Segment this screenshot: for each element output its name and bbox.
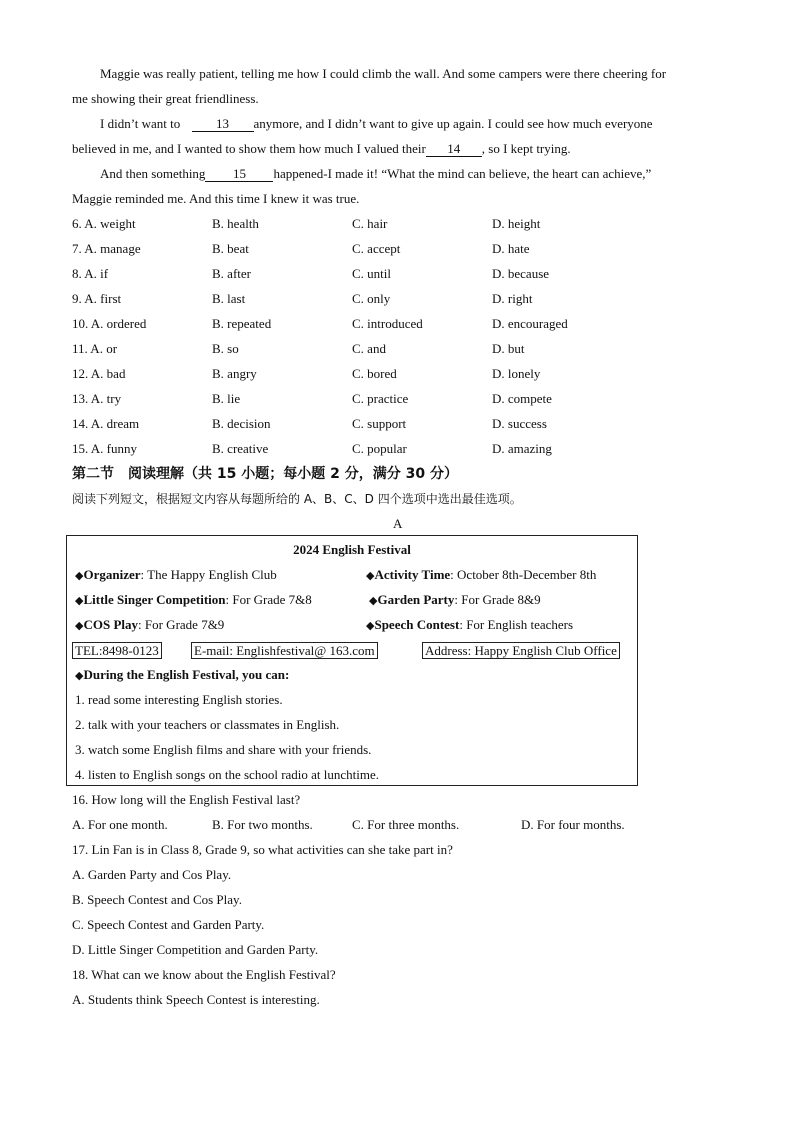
diamond-bullet-icon: ◆	[366, 569, 375, 582]
cloze-option-b: B. creative	[212, 441, 269, 456]
diamond-bullet-icon: ◆	[75, 594, 84, 607]
diamond-bullet-icon: ◆	[75, 569, 84, 582]
cloze-option-a: 9. A. first	[72, 291, 122, 306]
diamond-bullet-icon: ◆	[366, 619, 375, 632]
poster-cos	[75, 616, 224, 635]
garden-value: : For Grade 8&9	[454, 592, 541, 607]
cloze-option-b: B. lie	[212, 391, 241, 406]
cloze-option-a: 13. A. try	[72, 391, 122, 406]
cloze-option-d: D. compete	[492, 391, 552, 406]
cloze-option-c: C. and	[352, 341, 386, 356]
passage-line: Maggie was really patient, telling me how I could climb the wall. And some campers were there cheering for	[100, 66, 667, 81]
cloze-option-d: D. encouraged	[492, 316, 568, 331]
cos-label: COS Play	[83, 617, 139, 632]
q16-option-b: B. For two months.	[212, 817, 313, 832]
passage-text: , so I kept trying.	[481, 141, 571, 156]
diamond-bullet-icon: ◆	[369, 594, 378, 607]
passage-text: believed in me, and I wanted to show them how much I valued their	[72, 141, 426, 156]
cloze-option-a: 11. A. or	[72, 341, 118, 356]
contact-tel: TEL:8498-0123	[72, 642, 162, 659]
cloze-option-c: C. popular	[352, 441, 407, 456]
cloze-option-b: B. after	[212, 266, 251, 281]
singer-value: : For Grade 7&8	[225, 592, 312, 607]
cloze-option-b: B. beat	[212, 241, 249, 256]
blank-13: 13	[192, 116, 254, 132]
cloze-option-d: D. success	[492, 416, 547, 431]
q17-option-a: A. Garden Party and Cos Play.	[72, 867, 232, 882]
cloze-option-b: B. last	[212, 291, 246, 306]
passage-letter: A	[393, 516, 403, 531]
activity-item: 2. talk with your teachers or classmates in English.	[75, 717, 340, 732]
poster-speech	[366, 616, 573, 635]
cloze-option-a: 6. A. weight	[72, 216, 136, 231]
time-label: Activity Time	[374, 567, 451, 582]
cloze-option-c: C. hair	[352, 216, 388, 231]
cloze-option-d: D. height	[492, 216, 541, 231]
poster-garden	[369, 591, 541, 610]
q16-option-d: D. For four months.	[521, 817, 625, 832]
question-17: 17. Lin Fan is in Class 8, Grade 9, so what activities can she take part in?	[72, 842, 453, 857]
singer-label: Little Singer Competition	[83, 592, 226, 607]
cloze-option-c: C. only	[352, 291, 391, 306]
passage-line	[100, 165, 651, 183]
passage-text: And then something	[100, 166, 206, 181]
passage-text: anymore, and I didn’t want to give up again. I could see how much everyone	[253, 116, 653, 131]
cloze-option-b: B. health	[212, 216, 259, 231]
cloze-option-c: C. practice	[352, 391, 409, 406]
poster-singer	[75, 591, 312, 610]
activity-item: 4. listen to English songs on the school radio at lunchtime.	[75, 767, 380, 782]
cloze-option-d: D. hate	[492, 241, 530, 256]
passage-line: me showing their great friendliness.	[72, 91, 259, 106]
passage-text: I didn’t want to	[100, 116, 181, 131]
blank-15: 15	[205, 166, 273, 182]
speech-label: Speech Contest	[374, 617, 460, 632]
passage-line: Maggie reminded me. And this time I knew it was true.	[72, 191, 360, 206]
q17-option-b: B. Speech Contest and Cos Play.	[72, 892, 242, 907]
cloze-option-d: D. because	[492, 266, 550, 281]
garden-label: Garden Party	[377, 592, 455, 607]
cloze-option-a: 7. A. manage	[72, 241, 141, 256]
festival-poster	[66, 535, 638, 786]
cloze-option-c: C. accept	[352, 241, 401, 256]
during-heading-text: During the English Festival, you can:	[83, 667, 290, 682]
passage-text: happened-I made it! “What the mind can believe, the heart can achieve,”	[273, 166, 652, 181]
q16-option-a: A. For one month.	[72, 817, 168, 832]
cloze-option-d: D. lonely	[492, 366, 541, 381]
organizer-label: Organizer	[83, 567, 141, 582]
q16-option-c: C. For three months.	[352, 817, 460, 832]
cloze-option-c: C. introduced	[352, 316, 423, 331]
poster-time	[366, 566, 596, 585]
poster-organizer	[75, 566, 277, 585]
cloze-option-a: 8. A. if	[72, 266, 109, 281]
cloze-option-b: B. angry	[212, 366, 257, 381]
cloze-option-a: 10. A. ordered	[72, 316, 147, 331]
speech-value: : For English teachers	[459, 617, 574, 632]
diamond-bullet-icon: ◆	[75, 669, 84, 682]
time-value: : October 8th-December 8th	[450, 567, 597, 582]
cloze-option-a: 15. A. funny	[72, 441, 137, 456]
cloze-option-c: C. until	[352, 266, 392, 281]
contact-email: E-mail: Englishfestival@ 163.com	[191, 642, 378, 659]
cos-value: : For Grade 7&9	[138, 617, 225, 632]
poster-title: 2024 English Festival	[293, 542, 411, 557]
cloze-option-b: B. repeated	[212, 316, 272, 331]
diamond-bullet-icon: ◆	[75, 619, 84, 632]
cloze-option-d: D. right	[492, 291, 533, 306]
cloze-option-a: 12. A. bad	[72, 366, 126, 381]
q17-option-c: C. Speech Contest and Garden Party.	[72, 917, 265, 932]
blank-14: 14	[426, 141, 482, 157]
cloze-option-b: B. so	[212, 341, 239, 356]
section-instruction: 阅读下列短文，根据短文内容从每题所给的 A、B、C、D 四个选项中选出最佳选项。	[72, 492, 522, 506]
section-heading: 第二节 阅读理解（共 15 小题；每小题 2 分，满分 30 分）	[72, 466, 458, 482]
q17-option-d: D. Little Singer Competition and Garden Party.	[72, 942, 319, 957]
during-heading	[75, 666, 289, 685]
passage-line	[100, 115, 653, 133]
question-16: 16. How long will the English Festival last?	[72, 792, 301, 807]
question-18: 18. What can we know about the English Festival?	[72, 967, 336, 982]
activity-item: 1. read some interesting English stories.	[75, 692, 283, 707]
contact-address: Address: Happy English Club Office	[422, 642, 620, 659]
cloze-option-b: B. decision	[212, 416, 271, 431]
cloze-option-c: C. bored	[352, 366, 397, 381]
cloze-option-a: 14. A. dream	[72, 416, 140, 431]
cloze-option-d: D. but	[492, 341, 525, 356]
activity-item: 3. watch some English films and share with your friends.	[75, 742, 372, 757]
q18-option-a: A. Students think Speech Contest is interesting.	[72, 992, 320, 1007]
organizer-value: : The Happy English Club	[140, 567, 277, 582]
passage-line	[72, 140, 571, 158]
cloze-option-c: C. support	[352, 416, 407, 431]
cloze-option-d: D. amazing	[492, 441, 552, 456]
